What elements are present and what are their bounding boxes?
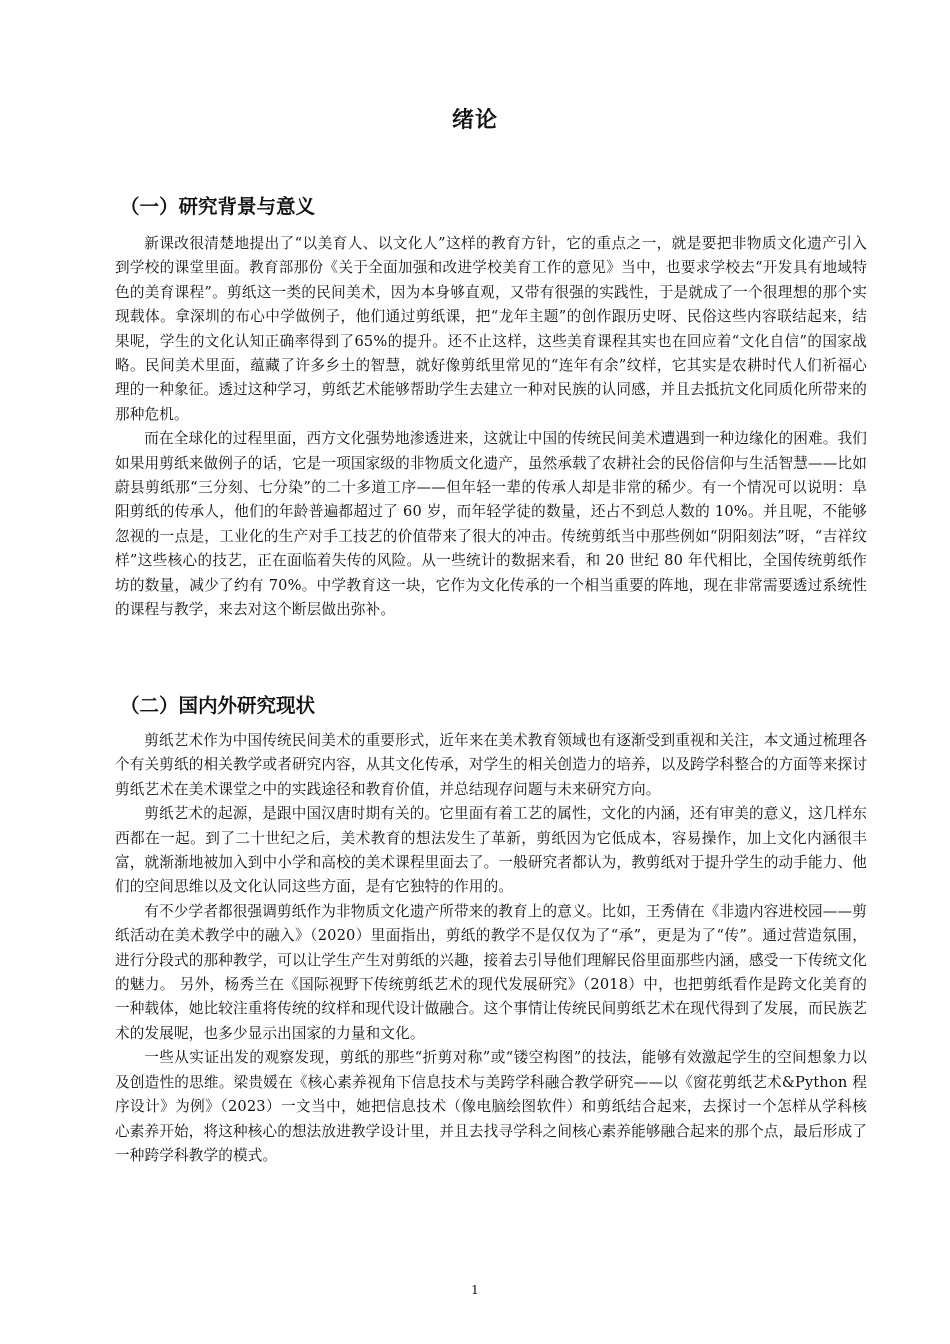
section-heading-background: （一）研究背景与意义 xyxy=(120,195,316,218)
paragraph: 剪纸艺术作为中国传统民间美术的重要形式，近年来在美术教育领域也有逐渐受到重视和关注，本文通过梳理各个有关剪纸的相关教学或者研究内容，从其文化传承，对学生的相关创造力的培养，以及跨学科整合的方面等来探讨剪纸艺术在美术课堂之中的实践途径和教育价值，并总结现存问题与未来研究方向。 xyxy=(115,732,867,798)
paragraph: 剪纸艺术的起源，是跟中国汉唐时期有关的。它里面有着工艺的属性，文化的内涵，还有审美的意义，这几样东西都在一起。到了二十世纪之后，美术教育的想法发生了革新，剪纸因为它低成本，容易操作，加上文化内涵很丰富，就渐渐地被加入到中小学和高校的美术课程里面去了。一般研究者都认为，教剪纸对于提升学生的动手能力、他们的空间思维以及文化认同这些方面，是有它独特的作用的。 xyxy=(115,805,867,896)
section-body-research-status xyxy=(115,729,867,1168)
page-number: 1 xyxy=(471,1283,479,1297)
paragraph: 新课改很清楚地提出了“以美育人、以文化人”这样的教育方针，它的重点之一，就是要把非物质文化遗产引入到学校的课堂里面。教育部那份《关于全面加强和改进学校美育工作的意见》当中，也要求学校去“开发具有地域特色的美育课程”。剪纸这一类的民间美术，因为本身够直观，又带有很强的实践性，于是就成了一个很理想的那个实现载体。拿深圳的布心中学做例子，他们通过剪纸课，把“龙年主题”的创作跟历史呀、民俗这些内容联结起来，结果呢，学生的文化认知正确率得到了65%的提升。还不止这样，这些美育课程其实也在回应着“文化自信”的国家战略。民间美术里面，蕴藏了许多乡土的智慧，就好像剪纸里常见的“连年有余”纹样，它其实是农耕时代人们祈福心理的一种象征。透过这种学习，剪纸艺术能够帮助学生去建立一种对民族的认同感，并且去抵抗文化同质化所带来的那种危机。 xyxy=(115,235,867,423)
paragraph: 一些从实证出发的观察发现，剪纸的那些“折剪对称”或“镂空构图”的技法，能够有效激起学生的空间想象力以及创造性的思维。梁贵媛在《核心素养视角下信息技术与美跨学科融合教学研究——以《窗花剪纸艺术&Python 程序设计》为例》（2023）一文当中，她把信息技术（像电脑绘图软件）和剪纸结合起来，去探讨一个怎样从学科核心素养开始，将这种核心的想法放进教学设计里，并且去找寻学科之间核心素养能够融合起来的那个点，最后形成了一种跨学科教学的模式。 xyxy=(115,1049,867,1164)
paragraph: 有不少学者都很强调剪纸作为非物质文化遗产所带来的教育上的意义。比如，王秀倩在《非遗内容进校园——剪纸活动在美术教学中的融入》（2020）里面指出，剪纸的教学不是仅仅为了“承”，更是为了“传”。通过营造氛围，进行分段式的那种教学，可以让学生产生对剪纸的兴趣，接着去引导他们理解民俗里面那些内涵，感受一下传统文化的魅力。 另外，杨秀兰在《国际视野下传统剪纸艺术的现代发展研究》（2018）中，也把剪纸看作是跨文化美育的一种载体，她比较注重将传统的纹样和现代设计做融合。这个事情让传统民间剪纸艺术在现代得到了发展，而民族艺术的发展呢，也多少显示出国家的力量和文化。 xyxy=(115,902,867,1042)
section-body-background xyxy=(115,232,867,623)
page-title: 绪论 xyxy=(451,108,498,133)
section-heading-research-status: （二）国内外研究现状 xyxy=(120,694,316,717)
paragraph: 而在全球化的过程里面，西方文化强势地渗透进来，这就让中国的传统民间美术遭遇到一种边缘化的困难。我们如果用剪纸来做例子的话，它是一项国家级的非物质文化遗产，虽然承载了农耕社会的民俗信仰与生活智慧——比如蔚县剪纸那“三分刻、七分染”的二十多道工序——但年轻一辈的传承人却是非常的稀少。有一个情况可以说明：阜阳剪纸的传承人，他们的年龄普遍都超过了 60 岁，而年轻学徒的数量，还占不到总人数的 10%。并且呢，不能够忽视的一点是，工业化的生产对手工技艺的价值带来了很大的冲击。传统剪纸当中那些例如“阴阳刻法”呀，“吉祥纹样”这些核心的技艺，正在面临着失传的风险。从一些统计的数据来看，和 20 世纪 80 年代相比，全国传统剪纸作坊的数量，减少了约有 70%。中学教育这一块，它作为文化传承的一个相当重要的阵地，现在非常需要透过系统性的课程与教学，来去对这个断层做出弥补。 xyxy=(115,430,867,619)
